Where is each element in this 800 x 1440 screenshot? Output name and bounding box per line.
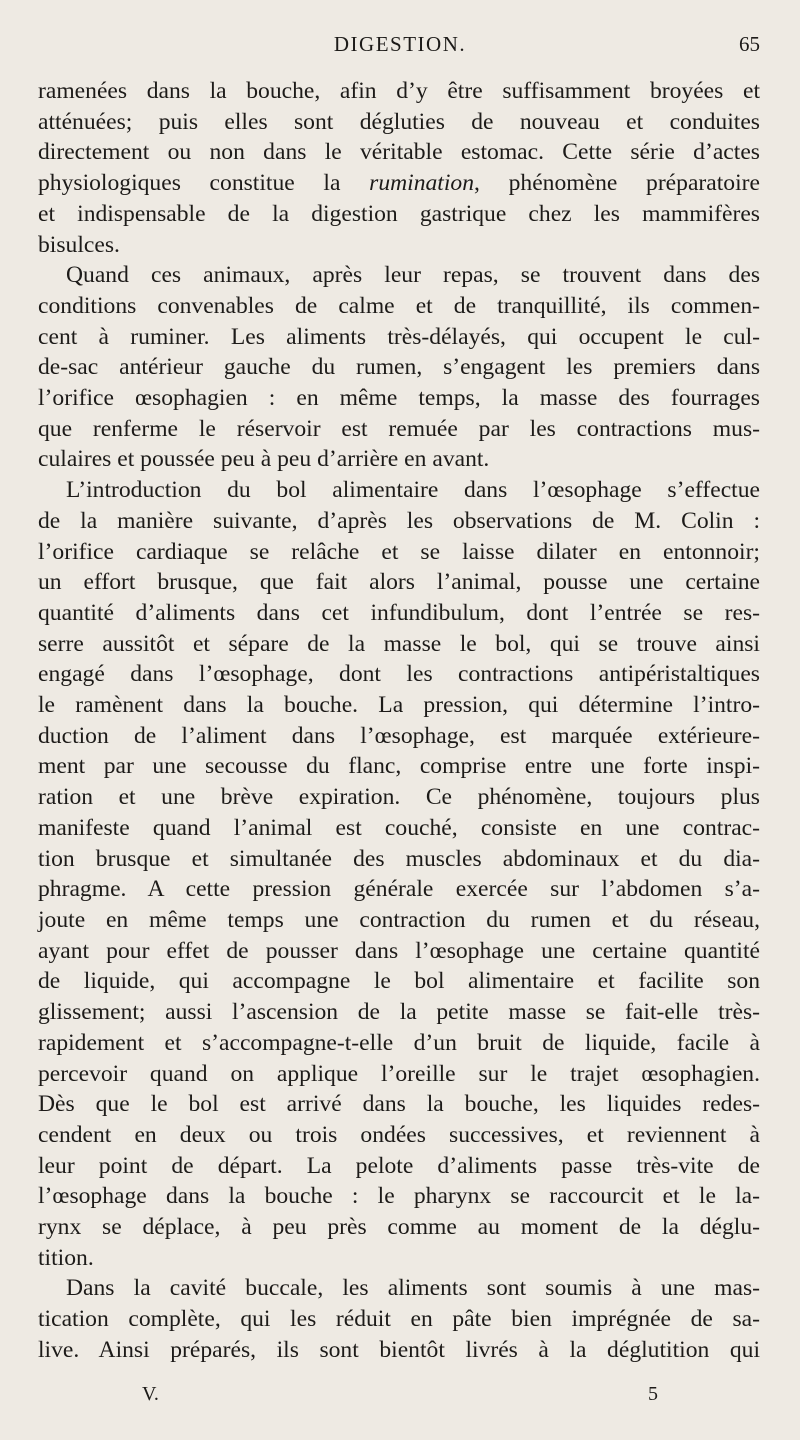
text-line: atténuées; puis elles sont dégluties de nouveau et conduites bbox=[38, 108, 760, 135]
text-line: un effort brusque, que fait alors l’animal, pousse une certaine bbox=[38, 569, 760, 596]
text-line bbox=[38, 168, 760, 199]
text-line: l’œsophage dans la bouche : le pharynx se raccourcit et le la- bbox=[38, 1183, 760, 1210]
text-line: de la manière suivante, d’après les observations de M. Colin : bbox=[38, 507, 760, 534]
text-line: tication complète, qui les réduit en pâte bien imprégnée de sa- bbox=[38, 1306, 760, 1333]
text-line: phragme. A cette pression générale exercée sur l’abdomen s’a- bbox=[38, 876, 760, 903]
text-line: bisulces. bbox=[38, 231, 120, 258]
text-line: ration et une brève expiration. Ce phénomène, toujours plus bbox=[38, 784, 760, 811]
text-span: physiologiques constitue la bbox=[38, 170, 370, 197]
text-line: culaires et poussée peu à peu d’arrière en avant. bbox=[38, 446, 490, 473]
text-line: ayant pour effet de pousser dans l’œsophage une certaine quantité bbox=[38, 937, 760, 964]
text-line: l’orifice œsophagien : en même temps, la masse des fourrages bbox=[38, 385, 760, 412]
text-line: L’introduction du bol alimentaire dans l’œsophage s’effectue bbox=[66, 477, 760, 504]
text-line: Dans la cavité buccale, les aliments sont soumis à une mas- bbox=[66, 1275, 760, 1302]
text-line: manifeste quand l’animal est couché, consiste en une contrac- bbox=[38, 814, 760, 841]
text-line: rynx se déplace, à peu près comme au moment de la déglu- bbox=[38, 1214, 760, 1241]
signature-number: 5 bbox=[648, 1383, 658, 1405]
page-header bbox=[0, 32, 800, 64]
text-line: directement ou non dans le véritable estomac. Cette série d’actes bbox=[38, 139, 760, 166]
text-line: le ramènent dans la bouche. La pression, qui détermine l’intro- bbox=[38, 692, 760, 719]
text-line: percevoir quand on applique l’oreille sur le trajet œsophagien. bbox=[38, 1060, 760, 1087]
text-line: live. Ainsi préparés, ils sont bientôt livrés à la déglutition qui bbox=[38, 1336, 760, 1363]
text-line: conditions convenables de calme et de tranquillité, ils commen- bbox=[38, 292, 760, 319]
running-title: DIGESTION. bbox=[333, 32, 467, 56]
emphasis-rumination: rumination bbox=[369, 170, 475, 197]
text-line: ramenées dans la bouche, afin d’y être suffisamment broyées et bbox=[38, 78, 760, 104]
text-line: leur point de départ. La pelote d’aliments passe très-vite de bbox=[38, 1152, 760, 1179]
text-line: l’orifice cardiaque se relâche et se laisse dilater en entonnoir; bbox=[38, 538, 760, 565]
text-line: duction de l’aliment dans l’œsophage, est marquée extérieure- bbox=[38, 722, 760, 749]
signature-mark: V. bbox=[142, 1383, 159, 1405]
text-line: serre aussitôt et sépare de la masse le bol, qui se trouve ainsi bbox=[38, 630, 760, 657]
text-line: ment par une secousse du flanc, comprise entre une forte inspi- bbox=[38, 753, 760, 780]
text-span: , phénomène préparatoire bbox=[474, 170, 760, 197]
text-line: glissement; aussi l’ascension de la petite masse se fait-elle très- bbox=[38, 999, 760, 1026]
text-line: rapidement et s’accompagne-t-elle d’un bruit de liquide, facile à bbox=[38, 1029, 760, 1056]
text-line: que renferme le réservoir est remuée par les contractions mus- bbox=[38, 415, 760, 442]
body-text bbox=[38, 76, 760, 1366]
text-line: cendent en deux ou trois ondées successives, et reviennent à bbox=[38, 1121, 760, 1148]
text-line: joute en même temps une contraction du rumen et du réseau, bbox=[38, 906, 760, 933]
text-line: tition. bbox=[38, 1244, 94, 1271]
text-line: Quand ces animaux, après leur repas, se trouvent dans des bbox=[66, 262, 760, 289]
text-line: Dès que le bol est arrivé dans la bouche, les liquides redes- bbox=[38, 1091, 760, 1118]
page-number: 65 bbox=[739, 32, 760, 56]
text-line: de liquide, qui accompagne le bol alimentaire et facilite son bbox=[38, 968, 760, 995]
text-line: engagé dans l’œsophage, dont les contractions antipéristaltiques bbox=[38, 661, 760, 688]
text-line: quantité d’aliments dans cet infundibulum, dont l’entrée se res- bbox=[38, 599, 760, 626]
text-line: de-sac antérieur gauche du rumen, s’engagent les premiers dans bbox=[38, 354, 760, 381]
text-line: et indispensable de la digestion gastrique chez les mammifères bbox=[38, 200, 760, 227]
text-line: tion brusque et simultanée des muscles abdominaux et du dia- bbox=[38, 845, 760, 872]
text-line: cent à ruminer. Les aliments très-délayés, qui occupent le cul- bbox=[38, 323, 760, 350]
